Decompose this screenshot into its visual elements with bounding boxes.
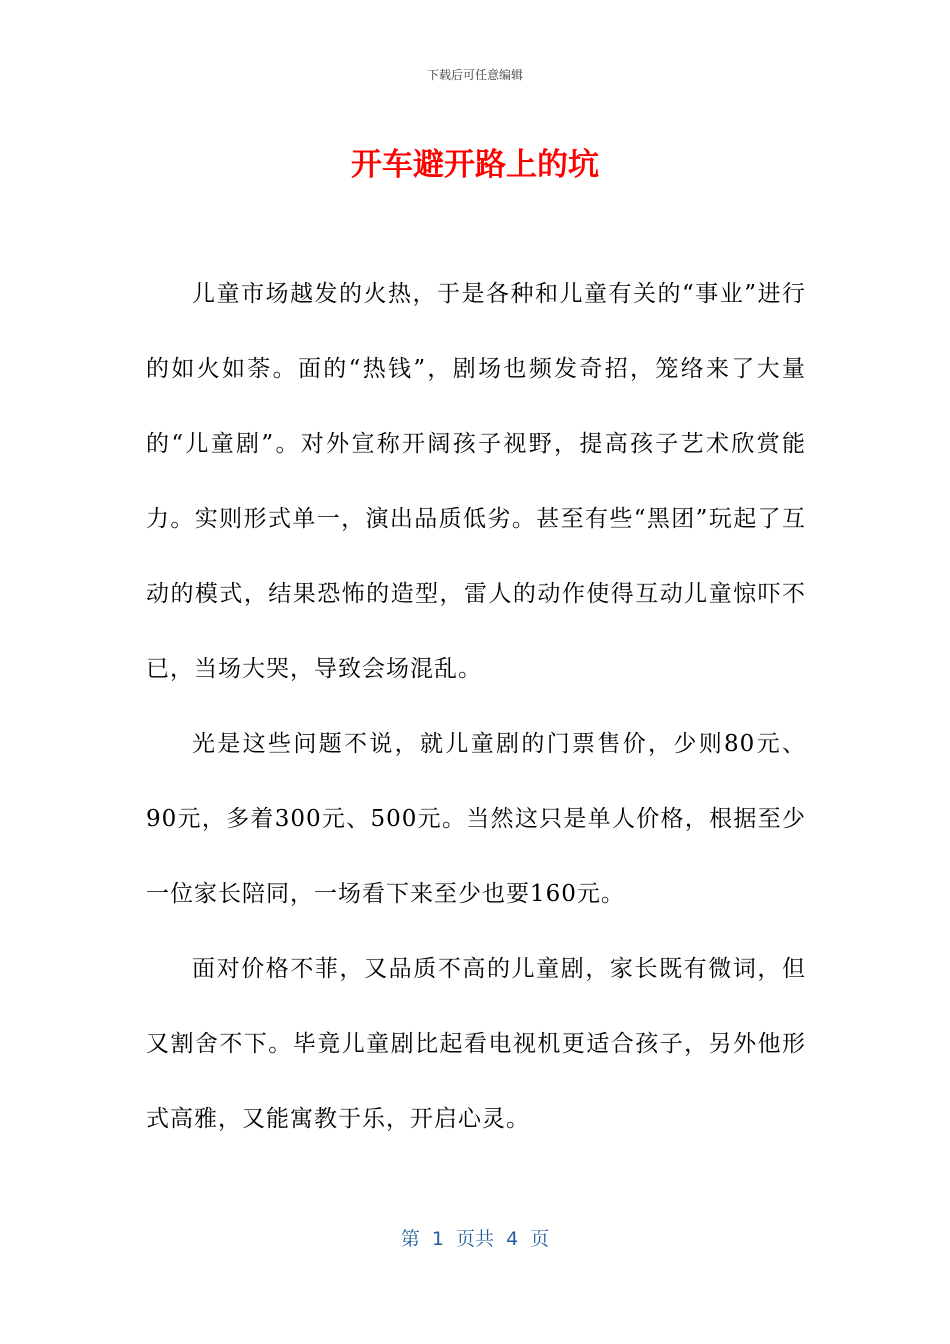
page-number: 第 1 页共 4 页: [400, 1228, 550, 1250]
document-body: [146, 257, 806, 1157]
header-note: 下载后可任意编辑: [426, 68, 523, 82]
paragraph-3: 面对价格不菲，又品质不高的儿童剧，家长既有微词，但又割舍不下。毕竟儿童剧比起看电视机更适合孩子，另外他形式高雅，又能寓教于乐，开启心灵。: [146, 956, 806, 1132]
paragraph-1: 儿童市场越发的火热，于是各种和儿童有关的“事业”进行的如火如荼。面的“热钱”，剧场也频发奇招，笼络来了大量的“儿童剧”。对外宣称开阔孩子视野，提高孩子艺术欣赏能力。实则形式单一，演出品质低劣。甚至有些“黑团”玩起了互动的模式，结果恐怖的造型，雷人的动作使得互动儿童惊吓不已，当场大哭，导致会场混乱。: [146, 281, 806, 682]
document-title: 开车避开路上的坑: [351, 147, 599, 183]
paragraph-2: 光是这些问题不说，就儿童剧的门票售价，少则80元、90元，多着300元、500元。当然这只是单人价格，根据至少一位家长陪同，一场看下来至少也要160元。: [146, 731, 806, 907]
